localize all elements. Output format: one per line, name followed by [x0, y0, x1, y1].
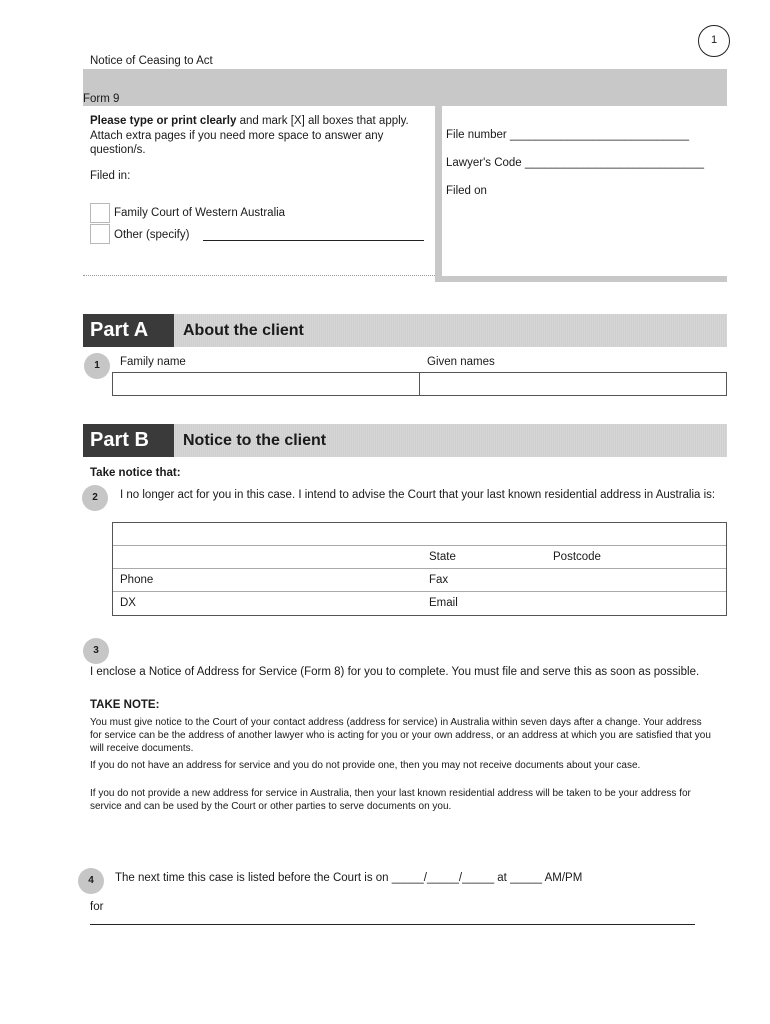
part-b-bar [83, 424, 727, 457]
for-label: for [90, 901, 104, 913]
question-3-number: 3 [83, 638, 109, 664]
family-court-checkbox[interactable] [90, 203, 110, 223]
left-panel-divider [83, 275, 435, 276]
dx-email-row[interactable] [113, 592, 726, 615]
other-label: Other (specify) [114, 229, 190, 241]
address-row[interactable] [113, 523, 726, 546]
question-4-number: 4 [78, 868, 104, 894]
family-court-label: Family Court of Western Australia [114, 207, 286, 219]
phone-fax-row[interactable] [113, 569, 726, 592]
other-specify-field[interactable] [203, 240, 424, 241]
question-3-text: I enclose a Notice of Address for Service (Form 8) for you to complete. You must file and serve this as soon as possible. [90, 666, 700, 678]
name-field-divider [419, 372, 420, 396]
take-notice-heading: Take notice that: [90, 467, 181, 479]
file-number-field[interactable]: File number ____________________________ [446, 129, 689, 141]
postcode-label: Postcode [553, 551, 601, 563]
filed-in-label: Filed in: [90, 170, 131, 182]
phone-label: Phone [120, 574, 154, 586]
filed-on-label: Filed on [446, 185, 487, 197]
state-label: State [429, 551, 456, 563]
lawyers-code-field[interactable]: Lawyer's Code ____________________________ [446, 157, 704, 169]
part-a-bar [83, 314, 727, 347]
note-paragraph-3: If you do not provide a new address for service in Australia, then your last known residential address will be taken to be your address for service and can be used by the Court or other parties to serve documents on you. [90, 788, 691, 812]
page-number: 1 [698, 25, 730, 57]
take-note-heading: TAKE NOTE: [90, 699, 160, 711]
for-field[interactable] [90, 924, 695, 925]
note-paragraph-1: You must give notice to the Court of your contact address (address for service) in Australia within seven days after a change. Your address for service can be the address of another lawyer who is acting for you or your own address, or an address at which you are satisfied that you will receive documents. [90, 717, 711, 754]
given-names-label: Given names [427, 356, 495, 368]
dx-label: DX [120, 597, 136, 609]
family-name-label: Family name [120, 356, 186, 368]
part-b-label: Part B [83, 424, 174, 457]
part-a-label: Part A [83, 314, 174, 347]
question-4-text[interactable]: The next time this case is listed before the Court is on _____/_____/_____ at _____ AM/PM [115, 872, 583, 884]
email-label: Email [429, 597, 458, 609]
question-2-number: 2 [82, 485, 108, 511]
address-table [112, 522, 727, 616]
form-number: Form 9 [83, 93, 120, 105]
instructions-rest: and mark [X] all boxes that apply. Attach extra pages if you need more space to answer any question/s. [90, 115, 409, 156]
form-title: Notice of Ceasing to Act [90, 55, 213, 67]
note-paragraph-2: If you do not have an address for service and you do not provide one, then you may not receive documents about your case. [90, 760, 641, 771]
other-checkbox[interactable] [90, 224, 110, 244]
header-band [83, 69, 727, 106]
part-a-title: About the client [183, 322, 304, 339]
state-postcode-row[interactable] [113, 546, 726, 569]
instructions [90, 114, 425, 158]
question-2-text: I no longer act for you in this case. I intend to advise the Court that your last known residential address in Australia is: [120, 489, 716, 501]
part-b-title: Notice to the client [183, 432, 327, 449]
fax-label: Fax [429, 574, 449, 586]
question-1-number: 1 [84, 353, 110, 379]
right-panel-divider [438, 276, 727, 282]
instructions-bold: Please type or print clearly [90, 115, 237, 127]
panel-divider [435, 106, 442, 282]
